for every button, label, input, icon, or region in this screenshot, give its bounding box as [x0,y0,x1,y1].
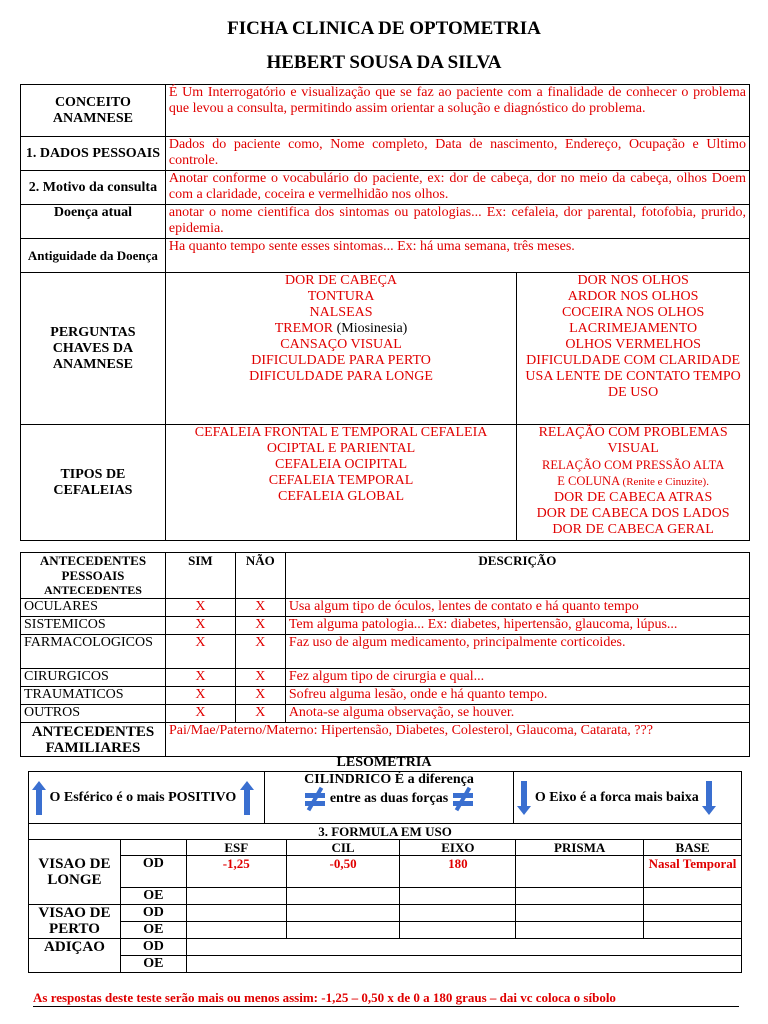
perto-od-cil[interactable] [286,905,400,922]
cefaleia-item: DOR DE CABECA DOS LADOS [536,506,730,521]
od-label: OD [120,939,186,956]
longe-oe-esf[interactable] [186,888,286,905]
cefaleia-item: RELAÇÃO COM PRESSÃO ALTA [541,458,725,472]
nao-mark[interactable]: X [235,687,285,705]
antecedente-name: SISTEMICOS [21,617,166,635]
pergunta-item: OLHOS VERMELHOS [565,337,701,352]
row-text-dados-pessoais: Dados do paciente como, Nome completo, Data de nascimento, Endereço, Ocupação e Ultimo controle. [165,137,749,171]
sim-mark[interactable]: X [165,669,235,687]
arrow-up-icon [32,781,46,815]
eixo-cell [514,772,742,824]
col-header: BASE [644,840,742,856]
antecedente-desc: Fez algum tipo de cirurgia e qual... [285,669,749,687]
longe-od-prisma[interactable] [516,856,644,888]
longe-oe-eixo[interactable] [400,888,516,905]
nao-header: NÃO [235,553,285,599]
tremor-note: (Miosinesia) [336,321,408,336]
cefaleia-item: CEFALEIA OCIPITAL [275,457,408,472]
table-row [21,635,750,669]
table-row [21,705,750,723]
perto-od-base[interactable] [644,905,742,922]
pergunta-item: NALSEAS [309,305,373,320]
antecedentes-header-label [21,553,166,599]
perto-oe-base[interactable] [644,922,742,939]
arrow-up-icon [240,781,254,815]
patient-name: HEBERT SOUSA DA SILVA [266,52,502,73]
row-label-doenca-atual: Doença atual [21,205,166,239]
cilindrico-subtitle: entre as duas forças [329,791,449,807]
anamnese-table [20,84,750,541]
cefaleia-item: CEFALEIA GLOBAL [277,489,405,504]
antecedente-desc: Anota-se alguma observação, se houver. [285,705,749,723]
pergunta-item: COCEIRA NOS OLHOS [561,305,705,320]
table-row [21,669,750,687]
footer-note: As respostas deste teste serão mais ou menos assim: -1,25 – 0,50 x de 0 a 180 graus – dai vc coloca o síbolo [33,990,616,1005]
esferico-text: O Esférico é o mais POSITIVO [49,789,237,805]
nao-mark[interactable]: X [235,635,285,669]
visao-longe-label: VISAO DE LONGE [29,856,121,905]
row-text-doenca-atual: anotar o nome cientifica dos sintomas ou patologias... Ex: cefaleia, dor parental, fotofobia, prurido, epidemia. [165,205,749,239]
sim-mark[interactable]: X [165,599,235,617]
cefaleias-left-list [165,425,516,541]
cilindrico-cell [264,772,514,824]
perguntas-left-list [165,273,516,425]
footer-divider [33,1006,739,1007]
cefaleias-label: TIPOS DE CEFALEIAS [21,425,166,541]
pergunta-item: DOR NOS OLHOS [577,273,689,288]
arrow-down-icon [702,781,716,815]
antecedentes-sublabel: ANTECEDENTES [43,583,142,597]
col-header: ESF [186,840,286,856]
not-equal-icon [304,788,326,810]
sim-mark[interactable]: X [165,705,235,723]
pergunta-item: TONTURA [307,289,375,304]
familiares-text: Pai/Mae/Paterno/Materno: Hipertensão, Diabetes, Colesterol, Glaucoma, Catarata, ??? [165,723,749,757]
cefaleia-item: CEFALEIA TEMPORAL [268,473,414,488]
cefaleia-item: DOR DE CABECA GERAL [552,522,714,537]
pergunta-item: DIFICULDADE PARA LONGE [249,369,433,384]
longe-oe-cil[interactable] [286,888,400,905]
perto-od-prisma[interactable] [516,905,644,922]
pergunta-item: CANSAÇO VISUAL [280,337,402,352]
col-header: PRISMA [516,840,644,856]
row-label-motivo: 2. Motivo da consulta [21,171,166,205]
formula-title: 3. FORMULA EM USO [29,824,742,840]
oe-label: OE [120,956,186,973]
cilindrico-title: CILINDRICO É a diferença [304,772,474,787]
longe-od-esf[interactable]: -1,25 [186,856,286,888]
antecedentes-table [20,552,750,757]
adicao-od-value[interactable] [186,939,741,956]
page-title: FICHA CLINICA DE OPTOMETRIA [227,18,541,39]
empty-cell [29,840,121,856]
oe-label: OE [120,922,186,939]
not-equal-icon [452,788,474,810]
tremor-label: TREMOR [274,321,334,336]
row-text-antiguidade: Ha quanto tempo sente esses sintomas... Ex: há uma semana, três meses. [165,239,749,273]
table-row [21,599,750,617]
pergunta-item: DIFICULDADE COM CLARIDADE [526,353,741,368]
col-header: CIL [286,840,400,856]
antecedente-name: CIRURGICOS [21,669,166,687]
sim-mark[interactable]: X [165,635,235,669]
esferico-cell [29,772,265,824]
visao-perto-label: VISAO DE PERTO [29,905,121,939]
pergunta-item: DOR DE CABEÇA [285,273,398,288]
adicao-label: ADIÇAO [29,939,121,973]
cefaleia-item: DOR DE CABECA ATRAS [553,490,713,505]
col-header: EIXO [400,840,516,856]
oe-label: OE [120,888,186,905]
formula-table [28,823,742,973]
cefaleia-item: RELAÇÃO COM PROBLEMAS VISUAL [538,425,728,456]
nao-mark[interactable]: X [235,669,285,687]
cefaleias-right-list [517,425,750,541]
arrow-down-icon [517,781,531,815]
longe-od-cil[interactable]: -0,50 [286,856,400,888]
descricao-header: DESCRIÇÃO [285,553,749,599]
od-label: OD [120,856,186,888]
sim-mark[interactable]: X [165,617,235,635]
antecedente-desc: Tem alguma patologia... Ex: diabetes, hipertensão, glaucoma, lúpus... [285,617,749,635]
perto-oe-esf[interactable] [186,922,286,939]
row-label-conceito: CONCEITO ANAMNESE [21,85,166,137]
perguntas-label: PERGUNTAS CHAVES DA ANAMNESE [21,273,166,425]
adicao-oe-value[interactable] [186,956,741,973]
row-label-antiguidade: Antiguidade da Doença [21,239,166,273]
table-row [21,687,750,705]
nao-mark[interactable]: X [235,599,285,617]
lesometria-explain-table [28,771,742,824]
cefaleia-item: CEFALEIA FRONTAL E TEMPORAL CEFALEIA OCIPTAL E PARIENTAL [194,425,488,456]
familiares-label: ANTECEDENTES FAMILIARES [21,723,166,757]
eixo-text: O Eixo é a forca mais baixa [534,789,699,805]
sim-mark[interactable]: X [165,687,235,705]
pergunta-item: USA LENTE DE CONTATO TEMPO DE USO [525,369,741,400]
perto-oe-prisma[interactable] [516,922,644,939]
perto-od-esf[interactable] [186,905,286,922]
cefaleia-coluna: E COLUNA [557,474,620,488]
table-row [21,617,750,635]
nao-mark[interactable]: X [235,705,285,723]
pergunta-item: ARDOR NOS OLHOS [567,289,699,304]
lesometria-title: LESOMETRIA [336,755,432,770]
pergunta-item: LACRIMEJAMENTO [569,321,698,336]
perguntas-right-list [517,273,750,425]
nao-mark[interactable]: X [235,617,285,635]
longe-oe-prisma[interactable] [516,888,644,905]
perto-oe-cil[interactable] [286,922,400,939]
od-label: OD [120,905,186,922]
longe-oe-base[interactable] [644,888,742,905]
antecedente-name: OUTROS [21,705,166,723]
pergunta-item: DIFICULDADE PARA PERTO [251,353,431,368]
empty-cell [120,840,186,856]
antecedente-desc: Faz uso de algum medicamento, principalmente corticoides. [285,635,749,669]
antecedente-desc: Usa algum tipo de óculos, lentes de contato e há quanto tempo [285,599,749,617]
pergunta-item [169,321,513,337]
cefaleia-item [520,473,746,490]
row-text-conceito: É Um Interrogatório e visualização que se faz ao paciente com a finalidade de conhecer o problema que levou a consulta, permitindo assim orientar a solução e diagnóstico do problema. [165,85,749,137]
antecedente-name: TRAUMATICOS [21,687,166,705]
antecedente-name: FARMACOLOGICOS [21,635,166,669]
perto-od-eixo[interactable] [400,905,516,922]
longe-od-eixo[interactable]: 180 [400,856,516,888]
row-text-motivo: Anotar conforme o vocabulário do paciente, ex: dor de cabeça, dor no meio da cabeça, olhos Doem com a claridade, coceira e vermelhidão nos olhos. [165,171,749,205]
antecedentes-pessoais-label: ANTECEDENTES PESSOAIS [39,553,147,583]
sim-header: SIM [165,553,235,599]
perto-oe-eixo[interactable] [400,922,516,939]
antecedente-desc: Sofreu alguma lesão, onde e há quanto tempo. [285,687,749,705]
row-label-dados-pessoais: 1. DADOS PESSOAIS [21,137,166,171]
cefaleia-coluna-note: (Renite e Cinuzite). [622,476,709,488]
longe-od-base[interactable]: Nasal Temporal [644,856,742,888]
antecedente-name: OCULARES [21,599,166,617]
